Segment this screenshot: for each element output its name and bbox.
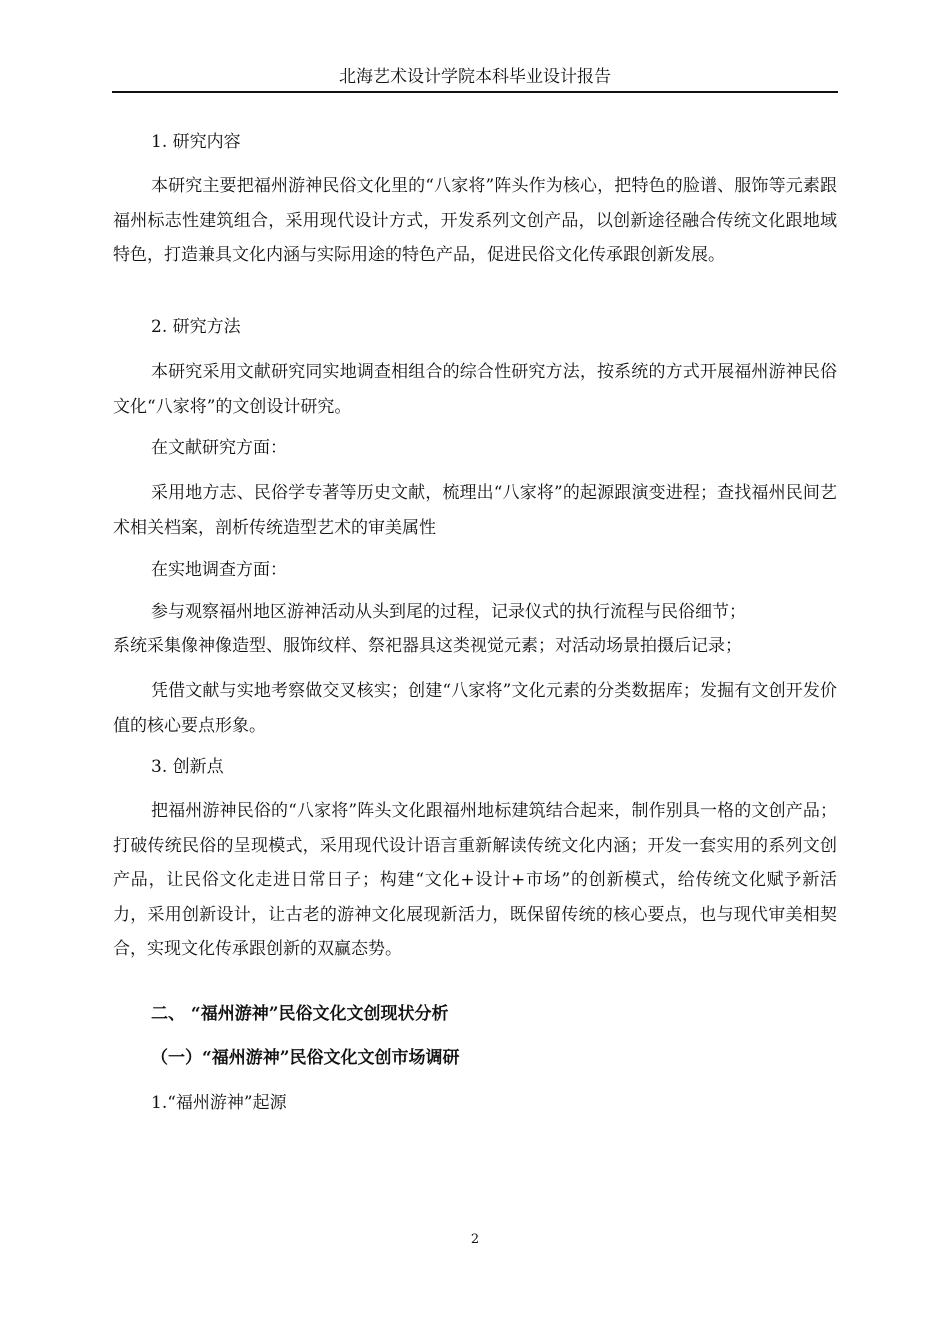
heading-research-method: 2. 研究方法 [151, 317, 241, 337]
subsection-one-heading: （一）“福州游神”民俗文化文创市场调研 [151, 1048, 460, 1068]
fieldwork-heading: 在实地调查方面： [151, 560, 287, 580]
heading-research-content: 1. 研究内容 [151, 132, 241, 152]
header-divider [112, 91, 838, 93]
paragraph-research-method: 本研究采用文献研究同实地调查相组合的综合性研究方法，按系统的方式开展福州游神民俗文化“八家将”的文创设计研究。 [113, 362, 837, 417]
paragraph-fieldwork-line2: 系统采集像神像造型、服饰纹样、祭祀器具这类视觉元素；对活动场景拍摄后记录； [113, 636, 742, 656]
paragraph-research-content: 本研究主要把福州游神民俗文化里的“八家将”阵头作为核心，把特色的脸谱、服饰等元素跟福州标志性建筑组合，采用现代设计方式，开发系列文创产品，以创新途径融合传统文化跟地域特色，打造兼具文化内涵与实际用途的特色产品，促进民俗文化传承跟创新发展。 [113, 176, 837, 265]
page-number: 2 [470, 1232, 480, 1247]
literature-heading: 在文献研究方面： [151, 438, 287, 458]
section-two-heading: 二、 “福州游神”民俗文化文创现状分析 [151, 1004, 449, 1024]
report-header-title: 北海艺术设计学院本科毕业设计报告 [339, 67, 611, 87]
paragraph-literature: 采用地方志、民俗学专著等历史文献，梳理出“八家将”的起源跟演变进程；查找福州民间艺术相关档案，剖析传统造型艺术的审美属性 [113, 483, 837, 538]
item-origin-heading: 1.“福州游神”起源 [151, 1093, 287, 1113]
paragraph-fieldwork-line1: 参与观察福州地区游神活动从头到尾的过程，记录仪式的执行流程与民俗细节； [151, 602, 746, 622]
paragraph-crosscheck: 凭借文献与实地考察做交叉核实；创建“八家将”文化元素的分类数据库；发掘有文创开发价值的核心要点形象。 [113, 681, 837, 736]
heading-innovation: 3. 创新点 [151, 757, 224, 777]
paragraph-innovation: 把福州游神民俗的“八家将”阵头文化跟福州地标建筑结合起来，制作别具一格的文创产品；打破传统民俗的呈现模式，采用现代设计语言重新解读传统文化内涵；开发一套实用的系列文创产品，让民俗文化走进日常日子；构建“文化+设计+市场”的创新模式，给传统文化赋予新活力，采用创新设计，让古老的游神文化展现新活力，既保留传统的核心要点，也与现代审美相契合，实现文化传承跟创新的双赢态势。 [113, 801, 837, 959]
